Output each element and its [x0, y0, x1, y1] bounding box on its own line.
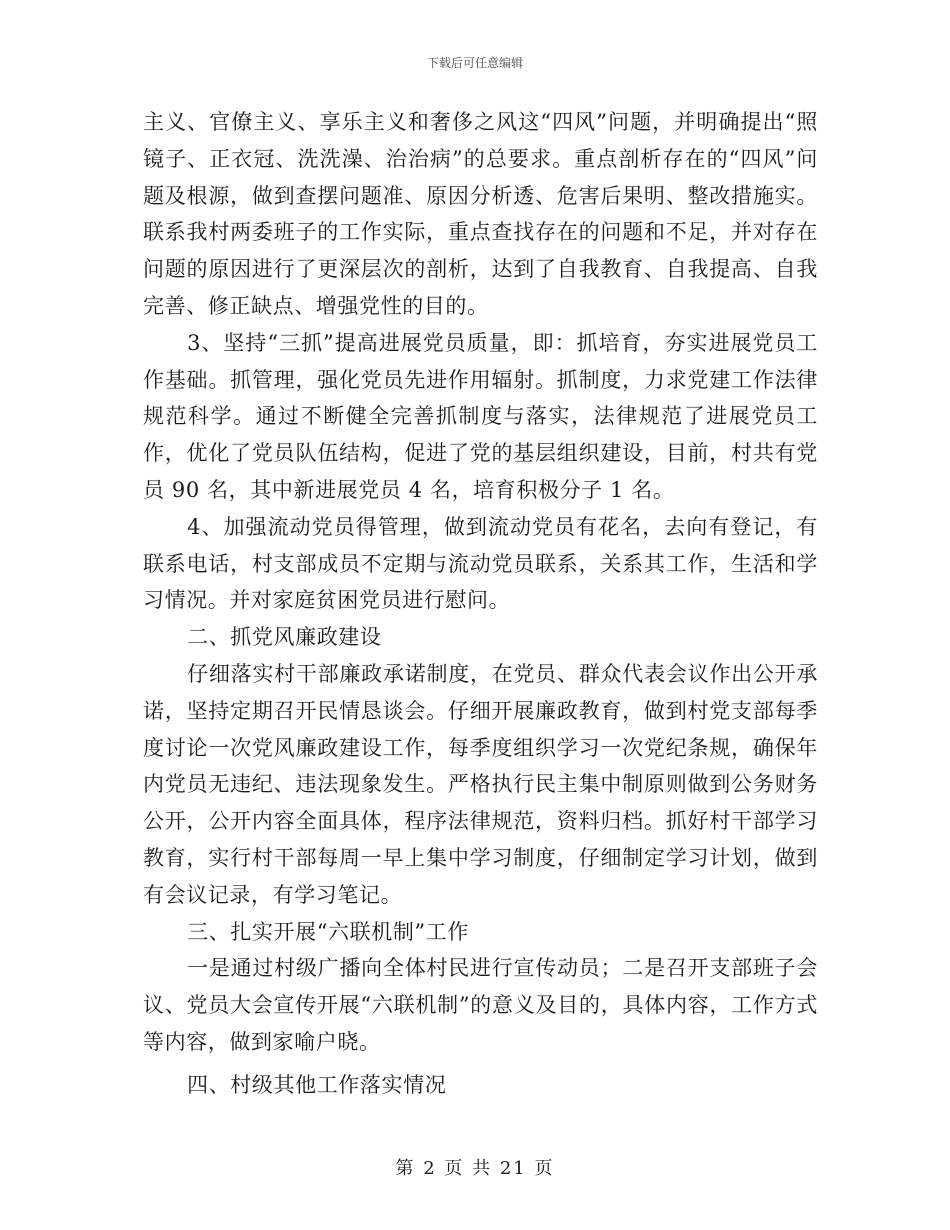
header-note: 下载后可任意编辑 — [426, 56, 523, 70]
paragraph-liulian: 一是通过村级广播向全体村民进行宣传动员；二是召开支部班子会议、党员大会宣传开展“六联机制”的意义及目的，具体内容，工作方式等内容，做到家喻户晓。 — [143, 956, 818, 1054]
paragraph-sifeng-continuation: 主义、官僚主义、享乐主义和奢侈之风这“四风”问题，并明确提出“照镜子、正衣冠、洗洗澡、治治病”的总要求。重点剖析存在的“四风”问题及根源，做到查摆问题准、原因分析透、危害后果明、整改措施实。联系我村两委班子的工作实际，重点查找存在的问题和不足，并对存在问题的原因进行了更深层次的剖析，达到了自我教育、自我提高、自我完善、修正缺点、增强党性的目的。 — [143, 110, 818, 318]
paragraph-san-zhua: 3、坚持“三抓”提高进展党员质量，即：抓培育，夯实进展党员工作基础。抓管理，强化党员先进作用辐射。抓制度，力求党建工作法律规范科学。通过不断健全完善抓制度与落实，法律规范了进展党员工作，优化了党员队伍结构，促进了党的基层组织建设，目前，村共有党员 90 名，其中新进展党员 4 名，培育积极分子 1 名。 — [143, 330, 818, 502]
paragraph-lianzheng: 仔细落实村干部廉政承诺制度，在党员、群众代表会议作出公开承诺，坚持定期召开民情恳谈会。仔细开展廉政教育，做到村党支部每季度讨论一次党风廉政建设工作，每季度组织学习一次党纪条规，确保年内党员无违纪、违法现象发生。严格执行民主集中制原则做到公务财务公开，公开内容全面具体，程序法律规范，资料归档。抓好村干部学习教育，实行村干部每周一早上集中学习制度，仔细制定学习计划，做到有会议记录，有学习笔记。 — [143, 661, 818, 907]
section-heading-dangfeng: 二、抓党风廉政建设 — [187, 625, 382, 650]
page-footer: 第 2 页 共 21 页 — [395, 1158, 555, 1179]
section-heading-qita: 四、村级其他工作落实情况 — [187, 1072, 447, 1097]
section-heading-liulian: 三、扎实开展“六联机制”工作 — [187, 919, 469, 944]
body-text — [143, 104, 818, 1104]
paragraph-liudong-dangyuan: 4、加强流动党员得管理，做到流动党员有花名，去向有登记，有联系电话，村支部成员不定期与流动党员联系，关系其工作，生活和学习情况。并对家庭贫困党员进行慰问。 — [143, 514, 818, 613]
